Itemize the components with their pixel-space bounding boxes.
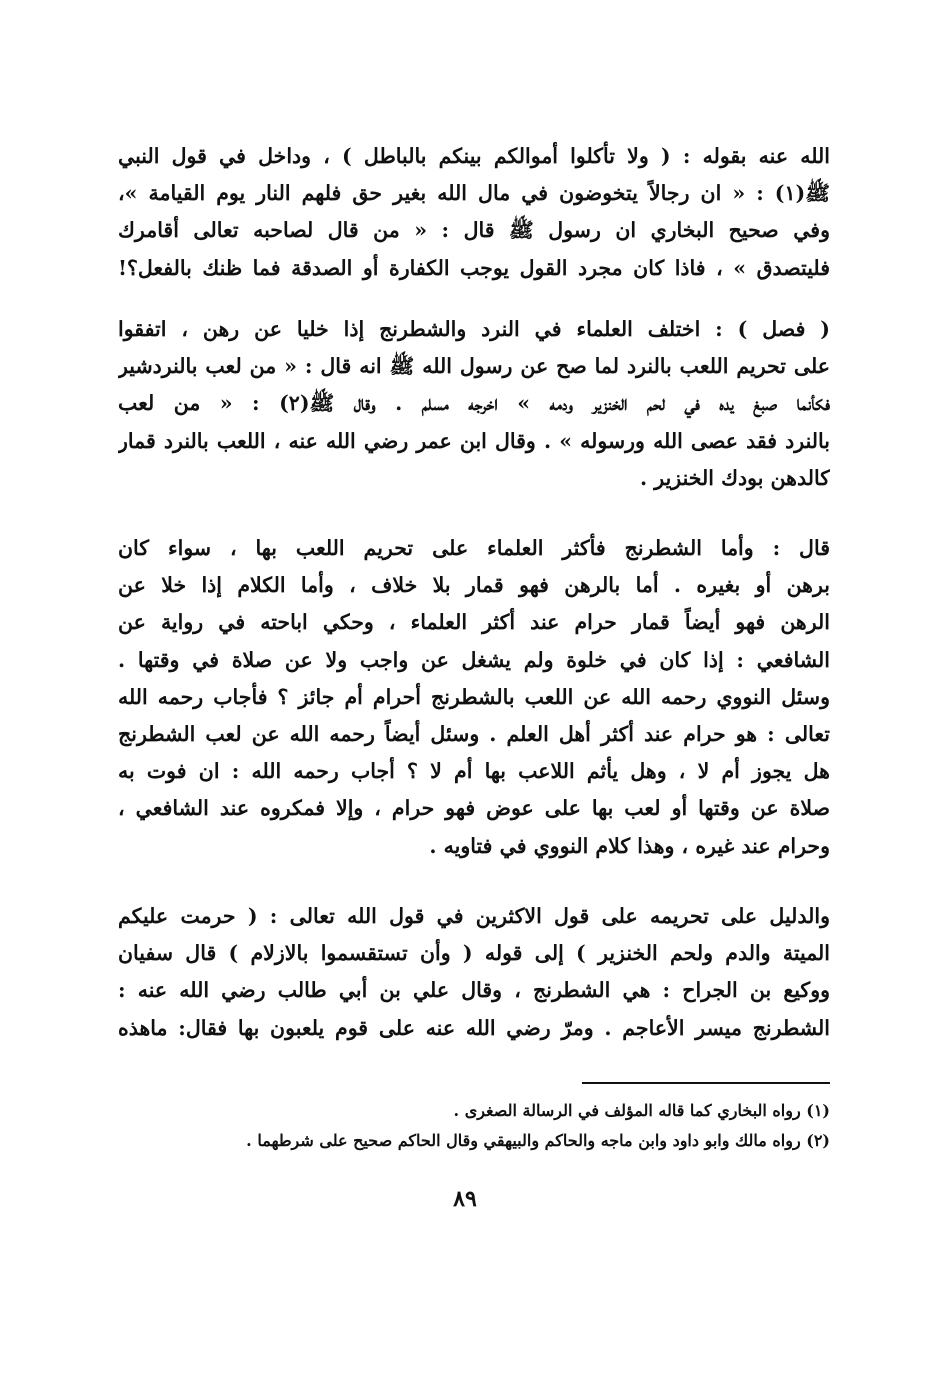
text-line: ﷺ(١) : « ان رجالاً يتخوضون في مال الله بغير حق فلهم النار يوم القيامة »،: [118, 181, 830, 206]
footnotes: [118, 1096, 830, 1156]
text-line: على تحريم اللعب بالنرد لما صح عن رسول الله ﷺ انه قال : « من لعب بالنردشير: [118, 354, 830, 379]
text-line: صلاة عن وقتها أو لعب بها على عوض فهو حرام ، وإلا فمكروه عند الشافعي ،: [118, 796, 830, 821]
footnote-divider: [582, 1082, 830, 1084]
text-line: فليتصدق » ، فاذا كان مجرد القول يوجب الكفارة أو الصدقة فما ظنك بالفعل؟!: [118, 255, 830, 280]
paragraph-1: [118, 138, 830, 287]
text-line: وحرام عند غيره ، وهذا كلام النووي في فتاويه .: [429, 833, 830, 858]
footnote-2: (٢) رواه مالك وابو داود وابن ماجه والحاكم والبيهقي وقال الحاكم صحيح على شرطهما .: [246, 1131, 830, 1150]
text-line: قال : وأما الشطرنج فأكثر العلماء على تحريم اللعب بها ، سواء كان: [118, 536, 830, 560]
text-line: بالنرد فقد عصى الله ورسوله » . وقال ابن عمر رضي الله عنه ، اللعب بالنرد قمار: [118, 428, 830, 453]
text-line: الشطرنج ميسر الأعاجم . ومرّ رضي الله عنه على قوم يلعبون بها فقال: ماهذه: [118, 1015, 830, 1040]
footnote-1: (١) رواه البخاري كما قاله المؤلف في الرسالة الصغرى .: [453, 1101, 830, 1120]
text-line: الرهن فهو أيضاً قمار حرام عند أكثر العلماء ، وحكي اباحته في رواية عن: [118, 610, 830, 635]
text-line: كالدهن بودك الخنزير .: [640, 465, 830, 490]
text-line: هل يجوز أم لا ، وهل يأثم اللاعب بها أم لا ؟ أجاب رحمه الله : ان فوت به: [118, 759, 830, 784]
paragraph-3: [118, 530, 830, 865]
text-line: ( فصل ) : اختلف العلماء في النرد والشطرنج إذا خليا عن رهن ، اتفقوا: [118, 317, 830, 341]
text-line: تعالى : هو حرام عند أكثر أهل العلم . وسئل أيضاً رحمه الله عن لعب الشطرنج: [118, 722, 830, 747]
text-line: وسئل النووي رحمه الله عن اللعب بالشطرنج أحرام أم جائز ؟ فأجاب رحمه الله: [118, 684, 830, 709]
text-line: والدليل على تحريمه على قول الاكثرين في قول الله تعالى : ( حرمت عليكم: [118, 904, 830, 928]
text-line: برهن أو بغيره . أما بالرهن فهو قمار بلا خلاف ، وأما الكلام إذا خلا عن: [118, 573, 830, 598]
page-number: ٨٩: [453, 1186, 477, 1212]
text-line: الله عنه بقوله : ( ولا تأكلوا أموالكم بينكم بالباطل ) ، وداخل في قول النبي: [118, 144, 830, 168]
paragraph-4: [118, 898, 830, 1047]
text-line: الشافعي : إذا كان في خلوة ولم يشغل عن واجب ولا عن صلاة في وقتها .: [118, 647, 830, 672]
text-line: فكأنما صبغ يده في لحم الخنزير ودمه » اخرجه مسلم . وقال ﷺ(٢) : « من لعب: [118, 391, 830, 416]
paragraph-2: [118, 311, 830, 497]
text-line: وفي صحيح البخاري ان رسول ﷺ قال : « من قال لصاحبه تعالى أقامرك: [118, 218, 830, 243]
text-line: الميتة والدم ولحم الخنزير ) إلى قوله ( وأن تستقسموا بالازلام ) قال سفيان: [118, 941, 830, 966]
text-line: ووكيع بن الجراح : هي الشطرنج ، وقال علي بن أبي طالب رضي الله عنه :: [118, 978, 830, 1003]
